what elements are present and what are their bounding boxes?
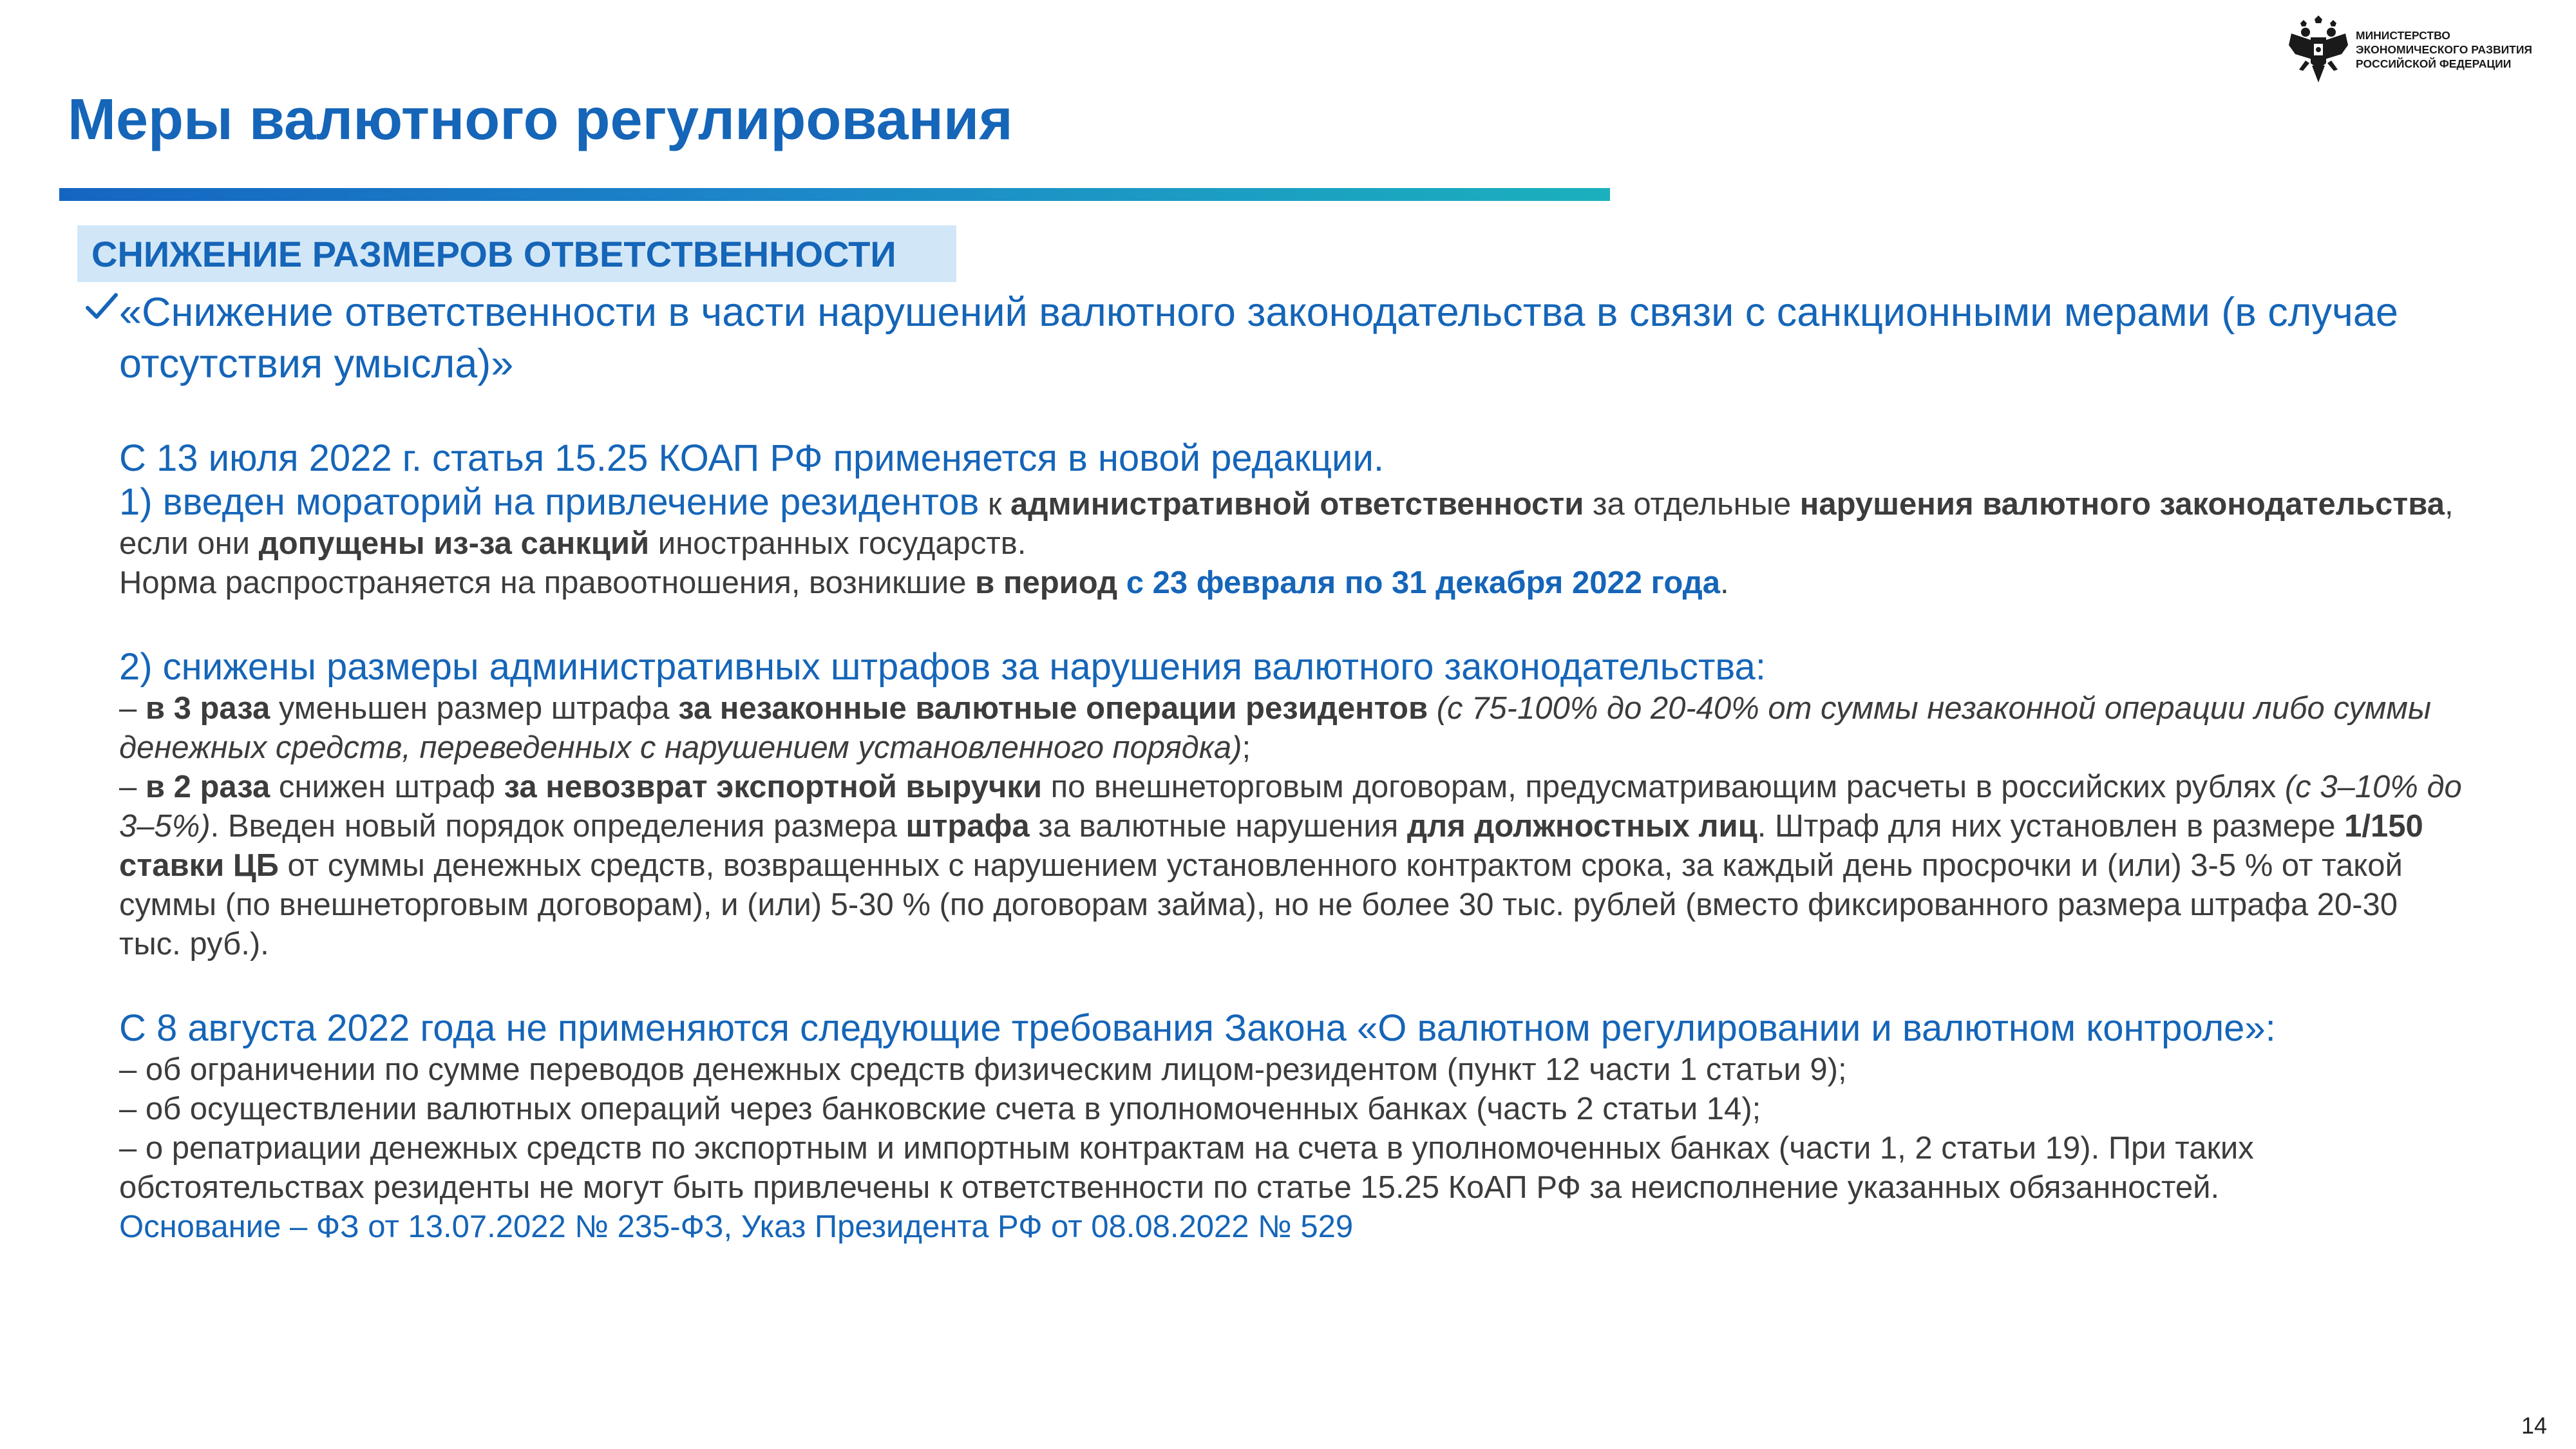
bold-run: для должностных лиц xyxy=(1406,809,1757,844)
bold-run: 1/150 ставки ЦБ xyxy=(119,809,2423,883)
requirement-item-1: – об ограничении по сумме переводов денежных средств физическим лицом-резидентом (пункт 12 части 1 статьи 9); xyxy=(119,1052,1847,1087)
intro-line: С 13 июля 2022 г. статья 15.25 КОАП РФ применяется в новой редакции. xyxy=(119,437,1384,479)
fines-item-2 xyxy=(119,768,2463,964)
italic-run: (с 75-100% до 20-40% от суммы незаконной операции либо суммы денежных средств, переведенных с нарушением установленного порядка) xyxy=(119,691,2432,765)
fines-item-1 xyxy=(119,689,2463,768)
bold-run: нарушения валютного законодательства xyxy=(1799,487,2445,522)
text-run: иностранных государств. xyxy=(649,526,1027,561)
text-run: от суммы денежных средств, возвращенных с нарушением установленного контрактом срока, за каждый день просрочки и (или) 3-5 % от такой суммы (по внешнеторговым договорам), и (или) 5-30 % (по договорам займа), но не более 30 тыс. рублей (вместо фиксированного размера штрафа 20-30 тыс. руб.). xyxy=(119,848,2403,961)
text-run: ; xyxy=(1242,730,1251,765)
text-run: – xyxy=(119,691,146,726)
bold-run: в 3 раза xyxy=(145,691,270,726)
ministry-name-line-2: ЭКОНОМИЧЕСКОГО РАЗВИТИЯ xyxy=(2356,43,2533,56)
legal-basis: Основание – ФЗ от 13.07.2022 № 235-ФЗ, Указ Президента РФ от 08.08.2022 № 529 xyxy=(119,1209,1354,1244)
bold-run: в период xyxy=(975,565,1118,600)
text-run: – xyxy=(119,770,146,804)
period-paragraph xyxy=(119,564,2463,603)
title-underline-gradient xyxy=(59,188,1610,201)
period-dates: с 23 февраля по 31 декабря 2022 года xyxy=(1117,565,1721,600)
bold-run: административной ответственности xyxy=(1010,487,1584,522)
page-number: 14 xyxy=(2521,1412,2548,1439)
moratorium-paragraph xyxy=(119,480,2463,564)
text-run: . Штраф для них установлен в размере xyxy=(1757,809,2345,844)
text-run: снижен штраф xyxy=(270,770,504,804)
ministry-logo xyxy=(2286,14,2557,85)
text-run: , если они xyxy=(119,487,2454,561)
text-run: по внешнеторговым договорам, предусматривающим расчеты в российских рублях xyxy=(1042,770,2285,804)
bold-run: штрафа xyxy=(905,809,1030,844)
requirement-item-2: – об осуществлении валютных операций через банковские счета в уполномоченных банках (часть 2 статьи 14); xyxy=(119,1092,1761,1126)
section-label: СНИЖЕНИЕ РАЗМЕРОВ ОТВЕТСТВЕННОСТИ xyxy=(77,225,956,282)
fines-lead: 2) снижены размеры административных штрафов за нарушения валютного законодательства: xyxy=(119,646,1766,688)
text-run: . xyxy=(1720,565,1729,600)
ministry-name-line-1: МИНИСТЕРСТВО xyxy=(2356,29,2450,42)
text-run: уменьшен размер штрафа xyxy=(270,691,679,726)
text-run: Норма распространяется на правоотношения, возникшие xyxy=(119,565,976,600)
italic-run: (с 3–10% до 3–5%) xyxy=(119,770,2462,844)
bold-run: за незаконные валютные операции резидентов xyxy=(678,691,1428,726)
text-run: за отдельные xyxy=(1584,487,1800,522)
text-run: . Введен новый порядок определения размера xyxy=(210,809,906,844)
spacer xyxy=(119,964,2463,1007)
text-run: за валютные нарушения xyxy=(1029,809,1407,844)
slide-title: Меры валютного регулирования xyxy=(68,88,1013,152)
text-run: к xyxy=(979,487,1011,522)
ministry-name xyxy=(2356,28,2562,71)
bold-run: допущены из-за санкций xyxy=(258,526,650,561)
bold-run: за невозврат экспортной выручки xyxy=(504,770,1042,804)
requirements-lead: С 8 августа 2022 года не применяются следующие требования Закона «О валютном регулировании и валютном контроле»: xyxy=(119,1007,2276,1049)
moratorium-lead: 1) введен мораторий на привлечение резидентов xyxy=(119,481,980,523)
headline-statement: «Снижение ответственности в части нарушений валютного законодательства в связи с санкционными мерами (в случае отсутствия умысла)» xyxy=(119,290,2398,386)
spacer xyxy=(119,603,2463,645)
checkmark-icon xyxy=(84,289,120,325)
bold-run: в 2 раза xyxy=(145,770,270,804)
content-body xyxy=(119,437,2463,1247)
requirement-item-3: – о репатриации денежных средств по экспортным и импортным контрактам на счета в уполномоченных банках (части 1, 2 статьи 19). При таких обстоятельствах резиденты не могут быть привлечены к ответственности по статье 15.25 КоАП РФ за неисполнение указанных обязанностей. xyxy=(119,1131,2254,1205)
double-headed-eagle-icon xyxy=(2286,14,2351,85)
ministry-name-line-3: РОССИЙСКОЙ ФЕДЕРАЦИИ xyxy=(2356,57,2512,70)
